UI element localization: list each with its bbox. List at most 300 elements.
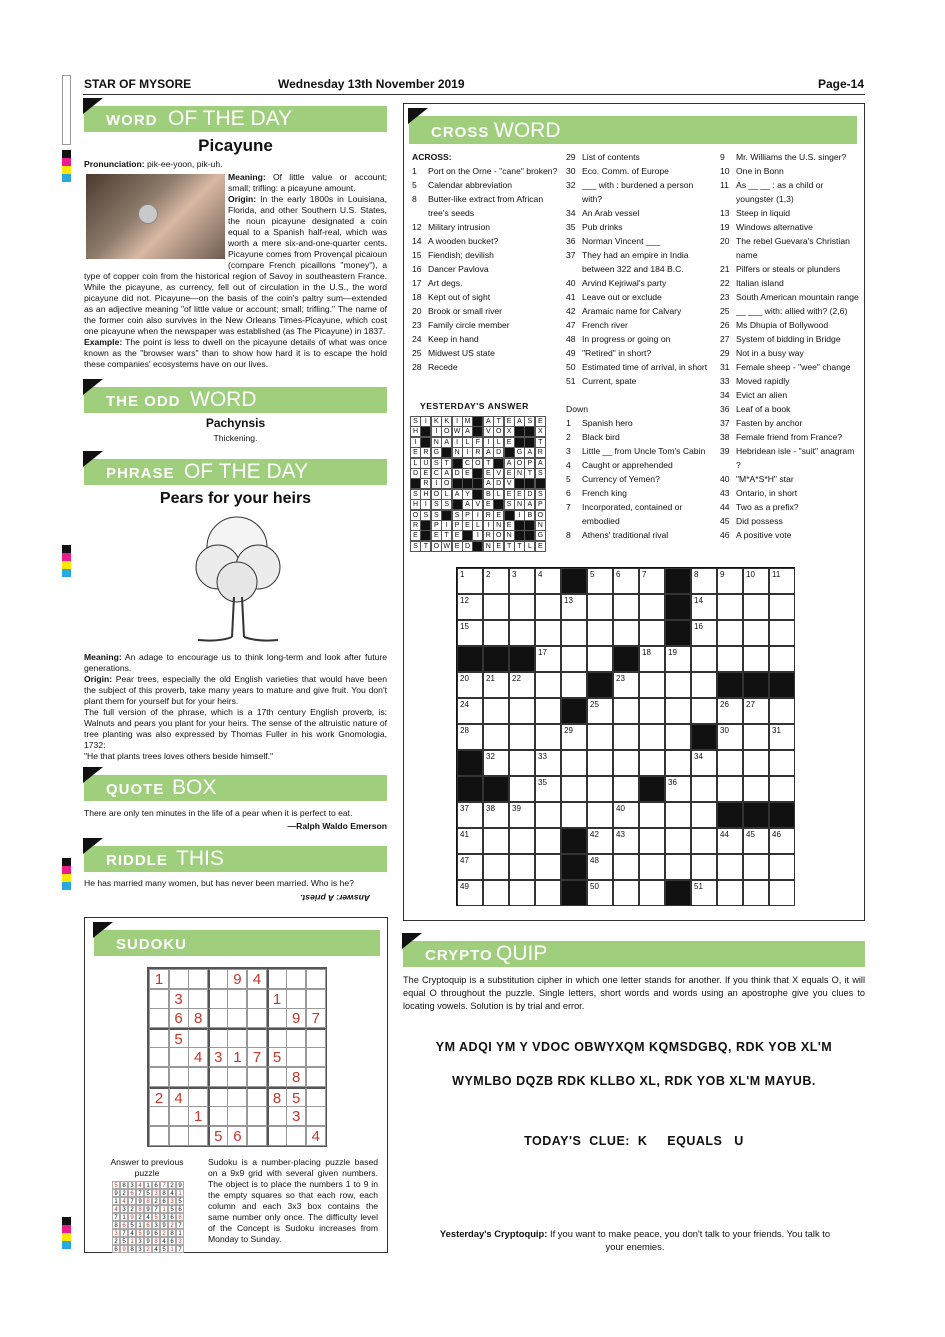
answer-letter: R: [483, 510, 494, 521]
answer-square[interactable]: [561, 594, 587, 620]
answer-square[interactable]: [483, 828, 509, 854]
sudoku-answer-cell: 1: [128, 1237, 136, 1245]
answer-letter: S: [452, 510, 463, 521]
answer-square[interactable]: [509, 854, 535, 880]
answer-square[interactable]: [509, 724, 535, 750]
answer-square[interactable]: [769, 854, 795, 880]
sudoku-cell[interactable]: [149, 1067, 169, 1087]
sudoku-cell[interactable]: [286, 1047, 306, 1067]
answer-square[interactable]: [639, 802, 665, 828]
clue-number: 17: [412, 278, 422, 288]
answer-letter: I: [483, 520, 494, 531]
clue-text: Current, spate: [582, 376, 637, 386]
sudoku-cell[interactable]: 6: [169, 1008, 189, 1028]
answer-square[interactable]: [535, 698, 561, 724]
clue-1: [566, 416, 714, 430]
answer-square[interactable]: [535, 828, 561, 854]
sudoku-cell[interactable]: [306, 1087, 326, 1107]
sudoku-cell[interactable]: [306, 1028, 326, 1048]
sudoku-cell[interactable]: [208, 1067, 228, 1087]
answer-square[interactable]: [587, 698, 613, 724]
sudoku-cell[interactable]: 1: [227, 1047, 247, 1067]
clue-text: A positive vote: [736, 530, 792, 540]
answer-square[interactable]: [613, 880, 639, 906]
answer-letter: E: [493, 541, 504, 552]
sudoku-cell[interactable]: 5: [267, 1047, 287, 1067]
answer-square[interactable]: [691, 620, 717, 646]
answer-square[interactable]: [769, 646, 795, 672]
answer-letter: D: [493, 478, 504, 489]
sudoku-cell[interactable]: [208, 1008, 228, 1028]
answer-square[interactable]: [457, 672, 483, 698]
sudoku-cell[interactable]: [188, 969, 208, 989]
sudoku-cell[interactable]: [188, 1087, 208, 1107]
answer-square[interactable]: [457, 620, 483, 646]
answer-square[interactable]: [561, 672, 587, 698]
cryptoquip-line-1: YM ADQI YM Y VDOC OBWYXQM KQMSDGBQ, RDK YOB XL'M: [435, 1040, 833, 1054]
answer-square[interactable]: [587, 802, 613, 828]
answer-square[interactable]: [457, 594, 483, 620]
sudoku-cell[interactable]: [169, 969, 189, 989]
sudoku-cell[interactable]: [247, 989, 267, 1009]
answer-square[interactable]: [483, 880, 509, 906]
square-number: 11: [772, 570, 781, 579]
answer-square[interactable]: [691, 568, 717, 594]
answer-letter: N: [535, 520, 546, 531]
clue-text: ___ with : burdened a person with?: [582, 180, 694, 204]
sudoku-cell[interactable]: 4: [306, 1126, 326, 1146]
sudoku-cell[interactable]: [286, 969, 306, 989]
answer-letter: [452, 478, 463, 489]
answer-square[interactable]: [483, 698, 509, 724]
square-number: 39: [512, 804, 521, 813]
sudoku-cell[interactable]: [267, 1067, 287, 1087]
answer-square[interactable]: [665, 750, 691, 776]
sudoku-cell[interactable]: 1: [188, 1106, 208, 1126]
answer-square[interactable]: [561, 620, 587, 646]
answer-square[interactable]: [587, 828, 613, 854]
clue-text: Family circle member: [428, 320, 510, 330]
answer-square[interactable]: [665, 802, 691, 828]
answer-square[interactable]: [535, 724, 561, 750]
answer-square[interactable]: [457, 568, 483, 594]
answer-square[interactable]: [509, 750, 535, 776]
answer-square[interactable]: [717, 620, 743, 646]
sudoku-cell[interactable]: 8: [267, 1087, 287, 1107]
answer-square[interactable]: [717, 594, 743, 620]
answer-square[interactable]: [535, 672, 561, 698]
sudoku-cell[interactable]: [227, 1067, 247, 1087]
answer-square[interactable]: [691, 698, 717, 724]
sudoku-cell[interactable]: [247, 1008, 267, 1028]
sudoku-cell[interactable]: 9: [286, 1008, 306, 1028]
across-clues-col1: [412, 150, 560, 374]
answer-square[interactable]: [613, 776, 639, 802]
sudoku-answer-cell: 9: [144, 1229, 152, 1237]
answer-square[interactable]: [691, 880, 717, 906]
answer-square[interactable]: [665, 646, 691, 672]
answer-square[interactable]: [691, 672, 717, 698]
sudoku-cell[interactable]: 6: [227, 1126, 247, 1146]
answer-square[interactable]: [743, 828, 769, 854]
clue-number: 11: [720, 180, 729, 190]
answer-square[interactable]: [639, 620, 665, 646]
sudoku-cell[interactable]: [247, 1067, 267, 1087]
sudoku-cell[interactable]: 1: [267, 989, 287, 1009]
answer-letter: [472, 478, 483, 489]
sudoku-cell[interactable]: 9: [227, 969, 247, 989]
answer-square[interactable]: [587, 594, 613, 620]
sudoku-cell[interactable]: 4: [169, 1087, 189, 1107]
answer-square[interactable]: [483, 568, 509, 594]
crossword-band: CROSS WORD: [409, 116, 857, 144]
answer-square[interactable]: [535, 854, 561, 880]
answer-square[interactable]: [483, 802, 509, 828]
answer-square[interactable]: [639, 672, 665, 698]
clue-number: 47: [566, 320, 576, 330]
answer-square[interactable]: [691, 594, 717, 620]
answer-square[interactable]: [743, 698, 769, 724]
answer-square[interactable]: [769, 828, 795, 854]
sudoku-cell[interactable]: [267, 1106, 287, 1126]
answer-square[interactable]: [769, 620, 795, 646]
answer-square[interactable]: [639, 724, 665, 750]
answer-square[interactable]: [509, 620, 535, 646]
answer-square[interactable]: [587, 646, 613, 672]
answer-square[interactable]: [561, 724, 587, 750]
answer-square[interactable]: [665, 854, 691, 880]
answer-square[interactable]: [509, 672, 535, 698]
answer-square[interactable]: [717, 880, 743, 906]
sudoku-cell[interactable]: [149, 1028, 169, 1048]
clue-number: 31: [720, 362, 730, 372]
answer-square[interactable]: [665, 672, 691, 698]
sudoku-cell[interactable]: [188, 1067, 208, 1087]
answer-square[interactable]: [535, 880, 561, 906]
answer-square[interactable]: [743, 620, 769, 646]
sudoku-cell[interactable]: [169, 1047, 189, 1067]
answer-square[interactable]: [743, 724, 769, 750]
clue-text: The rebel Guevara's Christian name: [736, 236, 850, 260]
sudoku-cell[interactable]: [208, 969, 228, 989]
answer-square[interactable]: [769, 698, 795, 724]
sudoku-cell[interactable]: 5: [286, 1087, 306, 1107]
sudoku-cell[interactable]: [267, 1126, 287, 1146]
answer-letter: E: [462, 520, 473, 531]
answer-letter: E: [504, 468, 515, 479]
sudoku-cell[interactable]: [208, 1087, 228, 1107]
cryptoquip-clue: TODAY'S CLUE: K EQUALS U: [524, 1134, 744, 1148]
answer-square[interactable]: [457, 880, 483, 906]
sudoku-answer-cell: 5: [152, 1213, 160, 1221]
answer-square[interactable]: [509, 594, 535, 620]
answer-square[interactable]: [587, 620, 613, 646]
sudoku-cell[interactable]: 2: [149, 1087, 169, 1107]
answer-square[interactable]: [483, 620, 509, 646]
sudoku-cell[interactable]: 7: [306, 1008, 326, 1028]
answer-square[interactable]: [613, 750, 639, 776]
answer-square[interactable]: [535, 594, 561, 620]
answer-square[interactable]: [457, 698, 483, 724]
answer-square[interactable]: [665, 698, 691, 724]
answer-square[interactable]: [587, 880, 613, 906]
sudoku-cell[interactable]: [227, 1087, 247, 1107]
black-square: [769, 672, 795, 698]
answer-square[interactable]: [561, 646, 587, 672]
sudoku-answer-cell: 2: [112, 1237, 120, 1245]
clue-number: 34: [566, 208, 576, 218]
sudoku-cell[interactable]: [227, 1028, 247, 1048]
clue-29: [566, 150, 714, 164]
sudoku-cell[interactable]: [149, 1106, 169, 1126]
sudoku-cell[interactable]: [149, 1126, 169, 1146]
answer-square[interactable]: [717, 776, 743, 802]
answer-square[interactable]: [717, 724, 743, 750]
down-label: Down: [566, 404, 588, 414]
answer-letter: [524, 478, 535, 489]
answer-letter: V: [483, 426, 494, 437]
sudoku-answer-cell: 5: [112, 1181, 120, 1189]
answer-square[interactable]: [613, 698, 639, 724]
answer-square[interactable]: [717, 568, 743, 594]
sudoku-cell[interactable]: [306, 1047, 326, 1067]
sudoku-cell[interactable]: [208, 1106, 228, 1126]
answer-square[interactable]: [743, 854, 769, 880]
sudoku-cell[interactable]: [286, 1028, 306, 1048]
answer-letter: N: [431, 437, 442, 448]
answer-square[interactable]: [535, 620, 561, 646]
answer-square[interactable]: [743, 880, 769, 906]
odd-word-band: THE ODD WORD: [84, 387, 387, 413]
answer-square[interactable]: [613, 672, 639, 698]
clue-20: [720, 234, 860, 262]
answer-square[interactable]: [691, 750, 717, 776]
sudoku-cell[interactable]: [306, 1106, 326, 1126]
answer-square[interactable]: [717, 828, 743, 854]
answer-square[interactable]: [535, 568, 561, 594]
answer-square[interactable]: [665, 724, 691, 750]
answer-square[interactable]: [587, 854, 613, 880]
answer-square[interactable]: [717, 698, 743, 724]
sudoku-cell[interactable]: [149, 1008, 169, 1028]
black-square: [691, 724, 717, 750]
square-number: 27: [746, 700, 755, 709]
clue-text: Port on the Orne - "cane" broken?: [428, 166, 558, 176]
sudoku-cell[interactable]: 3: [208, 1047, 228, 1067]
answer-letter: [504, 447, 515, 458]
sudoku-cell[interactable]: [169, 1067, 189, 1087]
answer-square[interactable]: [639, 854, 665, 880]
sudoku-cell[interactable]: 3: [169, 989, 189, 1009]
sudoku-cell[interactable]: [227, 1008, 247, 1028]
sudoku-cell[interactable]: 8: [188, 1008, 208, 1028]
answer-square[interactable]: [483, 750, 509, 776]
answer-square[interactable]: [743, 568, 769, 594]
sudoku-cell[interactable]: [169, 1106, 189, 1126]
answer-square[interactable]: [743, 750, 769, 776]
answer-square[interactable]: [613, 802, 639, 828]
answer-square[interactable]: [691, 776, 717, 802]
answer-square[interactable]: [665, 776, 691, 802]
clue-5: [412, 178, 560, 192]
answer-square[interactable]: [587, 724, 613, 750]
clue-40: [566, 276, 714, 290]
answer-square[interactable]: [613, 854, 639, 880]
answer-square[interactable]: [509, 776, 535, 802]
answer-square[interactable]: [717, 646, 743, 672]
sudoku-cell[interactable]: [149, 1047, 169, 1067]
answer-square[interactable]: [717, 854, 743, 880]
sudoku-cell[interactable]: 3: [286, 1106, 306, 1126]
answer-square[interactable]: [483, 594, 509, 620]
answer-square[interactable]: [457, 854, 483, 880]
clue-number: 34: [720, 390, 730, 400]
answer-square[interactable]: [509, 828, 535, 854]
answer-square[interactable]: [509, 880, 535, 906]
sudoku-cell[interactable]: [247, 1087, 267, 1107]
answer-square[interactable]: [509, 568, 535, 594]
clue-number: 23: [412, 320, 422, 330]
sudoku-cell[interactable]: [267, 969, 287, 989]
sudoku-cell[interactable]: 4: [188, 1047, 208, 1067]
answer-square[interactable]: [613, 594, 639, 620]
sudoku-answer-label: Answer to previous puzzle: [110, 1157, 184, 1178]
black-square: [457, 776, 483, 802]
answer-square[interactable]: [769, 750, 795, 776]
answer-square[interactable]: [639, 828, 665, 854]
answer-square[interactable]: [457, 802, 483, 828]
square-number: 9: [720, 570, 725, 579]
answer-square[interactable]: [639, 698, 665, 724]
answer-square[interactable]: [769, 568, 795, 594]
sudoku-cell[interactable]: 8: [286, 1067, 306, 1087]
answer-square[interactable]: [769, 880, 795, 906]
answer-square[interactable]: [743, 776, 769, 802]
clue-text: Art degs.: [428, 278, 463, 288]
sudoku-cell[interactable]: [188, 1126, 208, 1146]
crossword-grid[interactable]: [456, 567, 795, 906]
sudoku-cell[interactable]: [267, 1008, 287, 1028]
answer-square[interactable]: [691, 646, 717, 672]
answer-square[interactable]: [613, 828, 639, 854]
answer-square[interactable]: [613, 620, 639, 646]
square-number: 41: [460, 830, 469, 839]
sudoku-cell[interactable]: [247, 1126, 267, 1146]
answer-square[interactable]: [613, 568, 639, 594]
sudoku-cell[interactable]: [227, 989, 247, 1009]
sudoku-cell[interactable]: 1: [149, 969, 169, 989]
sudoku-cell[interactable]: 5: [208, 1126, 228, 1146]
clue-text: Estimated time of arrival, in short: [582, 362, 708, 372]
sudoku-answer-cell: 1: [112, 1197, 120, 1205]
answer-square[interactable]: [483, 854, 509, 880]
sudoku-cell[interactable]: [208, 1028, 228, 1048]
answer-square[interactable]: [691, 802, 717, 828]
answer-square[interactable]: [769, 724, 795, 750]
answer-square[interactable]: [769, 776, 795, 802]
sudoku-cell[interactable]: [247, 1028, 267, 1048]
clue-number: 19: [720, 222, 730, 232]
clue-text: An Arab vessel: [582, 208, 640, 218]
clue-text: Not in a busy way: [736, 348, 804, 358]
sudoku-cell[interactable]: 4: [247, 969, 267, 989]
sudoku-cell[interactable]: [306, 1067, 326, 1087]
sudoku-cell[interactable]: [286, 1126, 306, 1146]
square-number: 22: [512, 674, 521, 683]
answer-square[interactable]: [535, 750, 561, 776]
sudoku-cell[interactable]: [188, 1028, 208, 1048]
answer-square[interactable]: [457, 828, 483, 854]
sudoku-cell[interactable]: [169, 1126, 189, 1146]
answer-square[interactable]: [743, 646, 769, 672]
answer-square[interactable]: [665, 828, 691, 854]
answer-square[interactable]: [535, 802, 561, 828]
answer-square[interactable]: [509, 802, 535, 828]
answer-square[interactable]: [639, 750, 665, 776]
answer-letter: B: [483, 489, 494, 500]
answer-square[interactable]: [561, 776, 587, 802]
sudoku-cell[interactable]: [247, 1106, 267, 1126]
sudoku-cell[interactable]: [208, 989, 228, 1009]
answer-square[interactable]: [639, 880, 665, 906]
sudoku-answer-cell: 6: [176, 1205, 184, 1213]
answer-square[interactable]: [613, 724, 639, 750]
sudoku-cell[interactable]: 5: [169, 1028, 189, 1048]
sudoku-cell[interactable]: [227, 1106, 247, 1126]
answer-square[interactable]: [691, 828, 717, 854]
answer-square[interactable]: [691, 854, 717, 880]
answer-square[interactable]: [587, 750, 613, 776]
answer-square[interactable]: [561, 802, 587, 828]
answer-square[interactable]: [535, 776, 561, 802]
registration-mark: [62, 858, 71, 890]
answer-square[interactable]: [483, 724, 509, 750]
sudoku-cell[interactable]: [267, 1028, 287, 1048]
answer-square[interactable]: [483, 672, 509, 698]
answer-square[interactable]: [639, 594, 665, 620]
answer-square[interactable]: [587, 776, 613, 802]
answer-square[interactable]: [717, 750, 743, 776]
answer-square[interactable]: [769, 594, 795, 620]
clue-47: [566, 318, 714, 332]
black-square: [457, 750, 483, 776]
answer-square[interactable]: [535, 646, 561, 672]
square-number: 2: [486, 570, 491, 579]
answer-square[interactable]: [457, 724, 483, 750]
sudoku-cell[interactable]: 7: [247, 1047, 267, 1067]
answer-square[interactable]: [561, 750, 587, 776]
sudoku-cell[interactable]: [149, 989, 169, 1009]
sudoku-cell[interactable]: [306, 969, 326, 989]
clue-text: They had an empire in India between 322 and 184 B.C.: [582, 250, 689, 274]
answer-square[interactable]: [639, 568, 665, 594]
answer-square[interactable]: [509, 698, 535, 724]
clue-number: 36: [720, 404, 730, 414]
sudoku-cell[interactable]: [306, 989, 326, 1009]
answer-square[interactable]: [743, 594, 769, 620]
answer-letter: [493, 458, 504, 469]
answer-letter: A: [524, 447, 535, 458]
answer-square[interactable]: [587, 568, 613, 594]
answer-letter: Y: [462, 489, 473, 500]
answer-square[interactable]: [639, 646, 665, 672]
sudoku-cell[interactable]: [188, 989, 208, 1009]
square-number: 16: [694, 622, 703, 631]
sudoku-cell[interactable]: [286, 989, 306, 1009]
clue-number: 40: [720, 474, 730, 484]
answer-letter: E: [535, 541, 546, 552]
sudoku-grid[interactable]: [147, 967, 327, 1147]
